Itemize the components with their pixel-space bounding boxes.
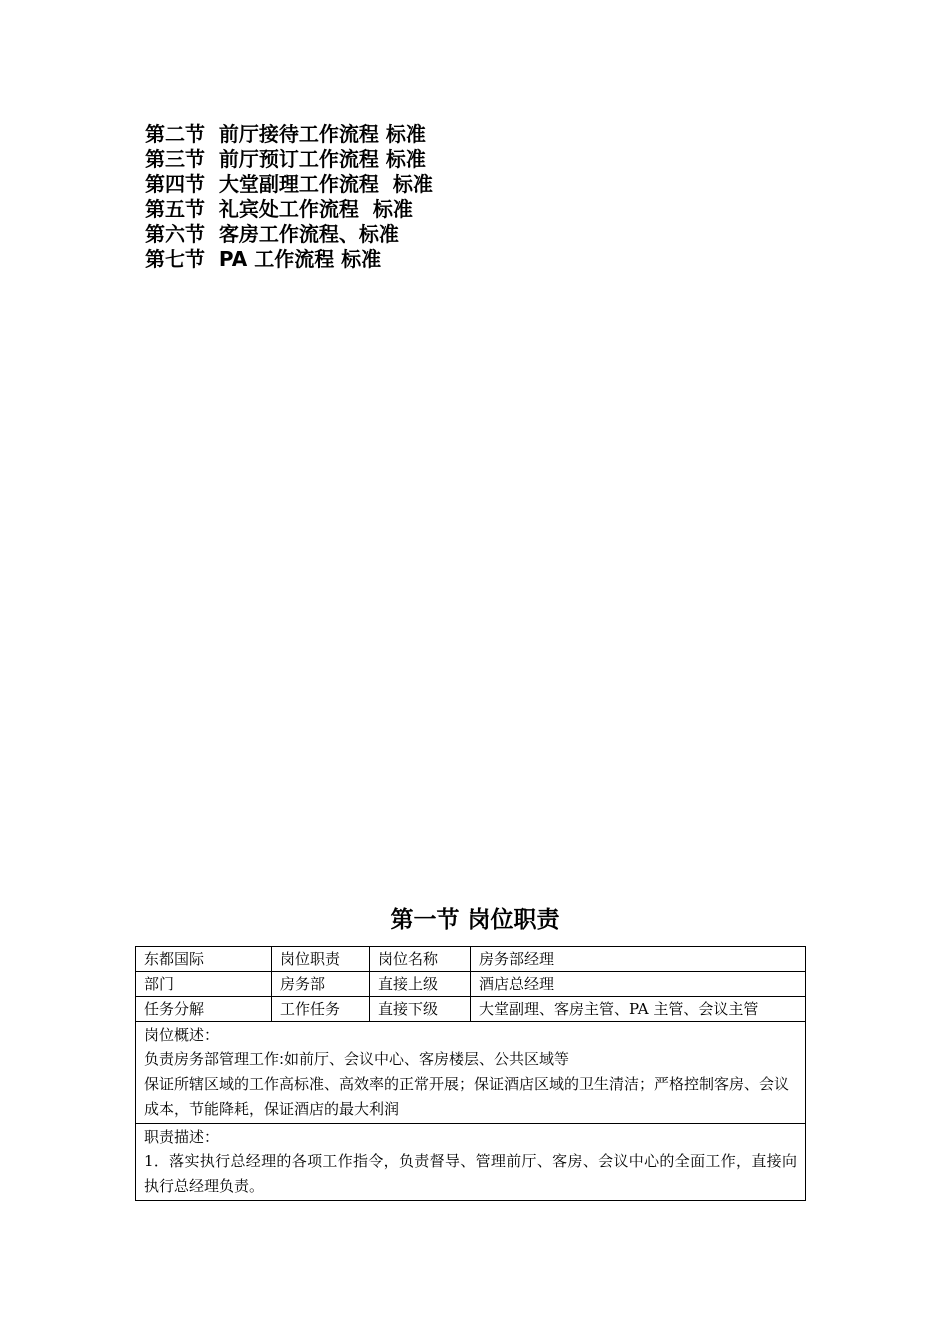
job-description-table: [135, 946, 806, 1201]
table-of-contents: [145, 122, 433, 272]
table-cell: 东都国际: [136, 947, 272, 972]
overview-label: 岗位概述：: [144, 1026, 220, 1044]
table-cell: 房务部经理: [471, 947, 806, 972]
table-cell: 直接上级: [370, 972, 471, 997]
overview-line: 负责房务部管理工作:如前厅、会议中心、客房楼层、公共区域等: [144, 1050, 570, 1068]
table-cell: 岗位职责: [272, 947, 370, 972]
table-row: [136, 997, 806, 1022]
toc-item: 第二节 前厅接待工作流程 标准: [145, 122, 426, 146]
toc-item: 第六节 客房工作流程、标准: [145, 222, 399, 246]
duties-cell: [136, 1124, 806, 1201]
table-row: [136, 972, 806, 997]
table-cell: 大堂副理、客房主管、PA 主管、会议主管: [471, 997, 806, 1022]
toc-item: 第五节 礼宾处工作流程 标准: [145, 197, 413, 221]
table-cell: 房务部: [272, 972, 370, 997]
table-cell: 部门: [136, 972, 272, 997]
duties-label: 职责描述：: [144, 1128, 220, 1146]
table-cell: 岗位名称: [370, 947, 471, 972]
duties-text: 1．落实执行总经理的各项工作指令，负责督导、管理前厅、客房、会议中心的全面工作，直接向执行总经理负责。: [144, 1152, 797, 1195]
table-cell: 工作任务: [272, 997, 370, 1022]
overview-line: 保证所辖区域的工作高标准、高效率的正常开展；保证酒店区域的卫生清洁；严格控制客房、会议成本，节能降耗，保证酒店的最大利润: [144, 1075, 790, 1118]
section-title: 第一节 岗位职责: [390, 907, 560, 933]
table-row: [136, 1124, 806, 1201]
toc-item: 第三节 前厅预订工作流程 标准: [145, 147, 426, 171]
table-row: [136, 947, 806, 972]
table-cell: 直接下级: [370, 997, 471, 1022]
toc-item: 第四节 大堂副理工作流程 标准: [145, 172, 433, 196]
table-cell: 酒店总经理: [471, 972, 806, 997]
table-cell: 任务分解: [136, 997, 272, 1022]
overview-cell: [136, 1022, 806, 1124]
table-row: [136, 1022, 806, 1124]
toc-item: 第七节 PA 工作流程 标准: [145, 247, 382, 271]
